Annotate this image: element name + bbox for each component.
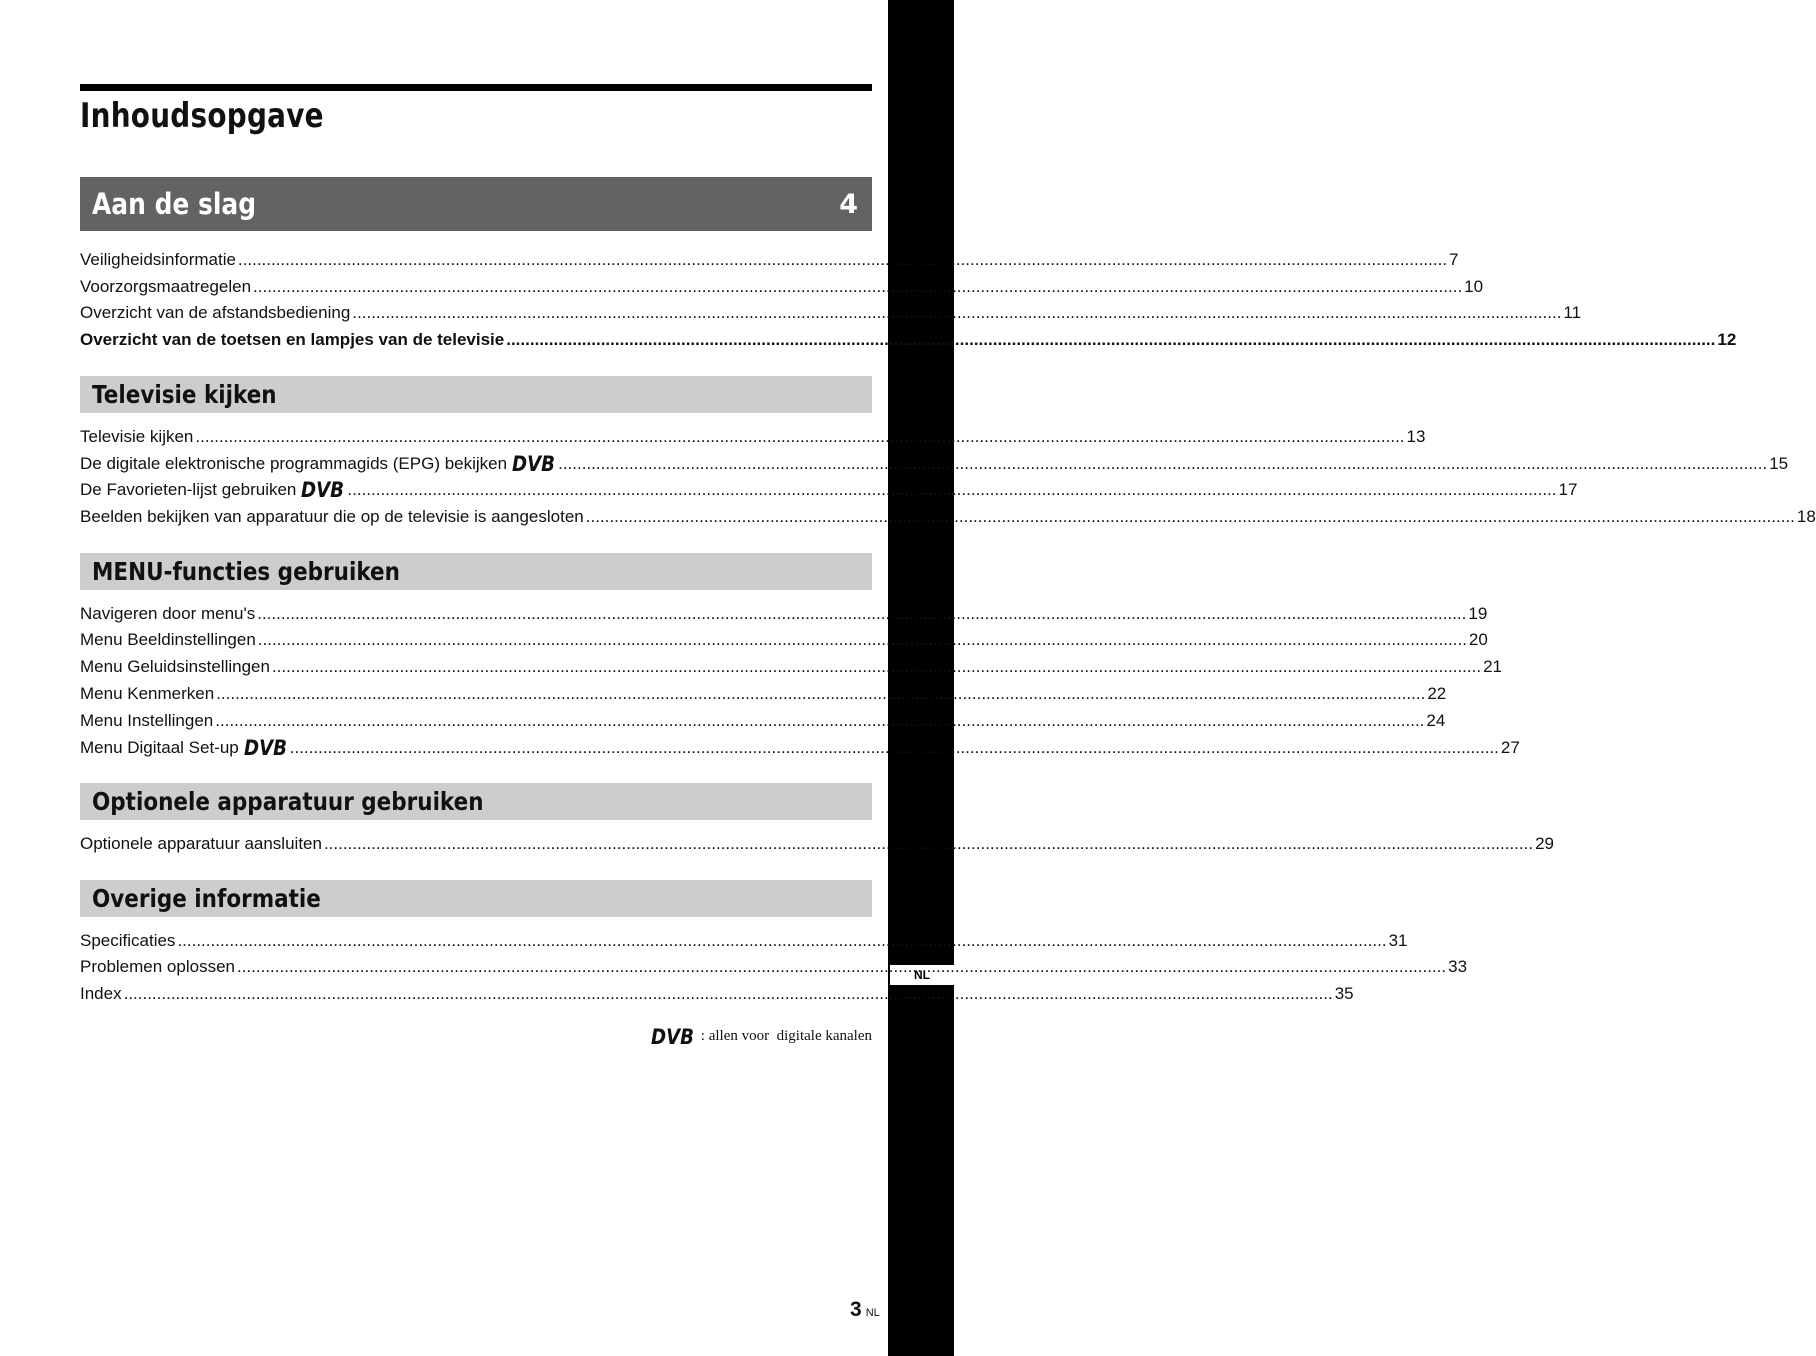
toc-label: Voorzorgsmaatregelen [80, 277, 252, 296]
svg-text:DVB: DVB [650, 1025, 694, 1049]
toc-label: Overzicht van de toetsen en lampjes van de televisie [80, 330, 505, 349]
section-header-optionele-apparatuur[interactable] [80, 783, 872, 820]
leader-dots [347, 480, 1556, 500]
section-header-menu-functies[interactable] [80, 553, 872, 590]
toc-page: 33 [1448, 957, 1468, 976]
section-title: Televisie kijken [92, 380, 277, 409]
leader-dots [290, 738, 1499, 758]
toc-entry-beeldinstellingen[interactable] [80, 628, 1488, 650]
section-title: MENU-functies gebruiken [92, 557, 400, 586]
toc-page: 12 [1717, 330, 1737, 349]
dvb-logo-icon [512, 452, 556, 476]
toc-entry-toetsen-lampjes[interactable] [80, 328, 1737, 350]
dvb-logo-icon [301, 478, 345, 502]
toc-entry-kenmerken[interactable] [80, 682, 1447, 704]
toc-label: Menu Kenmerken [80, 684, 215, 703]
legend-text: : allen voor digitale kanalen [700, 1028, 872, 1044]
toc-page: 19 [1468, 604, 1488, 623]
toc-entry-favorieten[interactable] [80, 478, 1578, 502]
page-number-suffix: NL [865, 1307, 880, 1319]
toc-page: 35 [1334, 984, 1354, 1003]
toc-page: 24 [1426, 711, 1446, 730]
leader-dots [237, 957, 1446, 977]
toc-entry-televisie-kijken[interactable] [80, 425, 1426, 447]
leader-dots [352, 303, 1561, 323]
toc-entry-geluidsinstellingen[interactable] [80, 655, 1502, 677]
toc-page: 11 [1563, 303, 1582, 322]
leader-dots [216, 684, 1425, 704]
toc-label: De digitale elektronische programmagids (EPG) bekijken [80, 454, 508, 473]
toc-entry-specificaties[interactable] [80, 929, 1408, 951]
toc-page: 15 [1769, 454, 1789, 473]
toc-page: 10 [1464, 277, 1484, 296]
toc-page: 7 [1449, 250, 1459, 269]
section-header-overige-informatie[interactable] [80, 880, 872, 917]
toc-entry-afstandsbediening[interactable] [80, 301, 1582, 323]
leader-dots [215, 711, 1424, 731]
leader-dots [124, 984, 1333, 1004]
leader-dots [257, 604, 1466, 624]
toc-label: Problemen oplossen [80, 957, 235, 976]
section-header-televisie-kijken[interactable] [80, 376, 872, 413]
toc-label: Menu Beeldinstellingen [80, 630, 256, 649]
leader-dots [253, 277, 1462, 297]
svg-text:DVB: DVB [301, 478, 345, 502]
leader-dots [324, 834, 1533, 854]
toc-page: 29 [1535, 834, 1554, 853]
toc-page: 20 [1468, 630, 1488, 649]
toc-entry-veiligheidsinformatie[interactable] [80, 248, 1459, 270]
toc-entry-navigeren[interactable] [80, 602, 1488, 624]
toc-entry-aansluiten[interactable] [80, 832, 1554, 854]
leader-dots [195, 427, 1404, 447]
leader-dots [558, 454, 1767, 474]
leader-dots [506, 330, 1715, 350]
toc-page: 13 [1406, 427, 1426, 446]
toc-page: 18 [1796, 507, 1816, 526]
toc-label: Televisie kijken [80, 427, 194, 446]
page-number [850, 1298, 880, 1322]
toc-entry-beelden-apparatuur[interactable] [80, 505, 1816, 527]
toc-entry-voorzorgsmaatregelen[interactable] [80, 275, 1484, 297]
toc-entry-digitaal-setup[interactable] [80, 736, 1520, 760]
title-rule [80, 84, 872, 91]
leader-dots [586, 507, 1795, 527]
toc-entry-index[interactable] [80, 982, 1354, 1004]
toc-label: Menu Instellingen [80, 711, 214, 730]
language-tab: NL [890, 965, 954, 985]
svg-text:DVB: DVB [512, 452, 556, 476]
toc-page: 21 [1483, 657, 1502, 676]
toc-label: Optionele apparatuur aansluiten [80, 834, 322, 853]
section-title: Optionele apparatuur gebruiken [92, 787, 484, 816]
page-title: Inhoudsopgave [80, 96, 324, 136]
toc-label: Menu Digitaal Set-up [80, 738, 239, 757]
leader-dots [258, 630, 1467, 650]
toc-page: 27 [1500, 738, 1520, 757]
toc-label: De Favorieten-lijst gebruiken [80, 480, 297, 499]
toc-label: Index [80, 984, 122, 1003]
section-page: 4 [839, 188, 858, 220]
toc-label: Specificaties [80, 931, 176, 950]
toc-label: Veiligheidsinformatie [80, 250, 236, 269]
dvb-logo-icon [243, 736, 288, 760]
toc-label: Beelden bekijken van apparatuur die op de televisie is aangesloten [80, 507, 584, 526]
dvb-legend [646, 1026, 872, 1047]
svg-text:DVB: DVB [243, 736, 287, 760]
toc-page: 17 [1558, 480, 1578, 499]
leader-dots [177, 931, 1386, 951]
toc-label: Navigeren door menu's [80, 604, 256, 623]
toc-label: Overzicht van de afstandsbediening [80, 303, 351, 322]
dvb-logo-icon [650, 1025, 695, 1049]
toc-entry-epg[interactable] [80, 452, 1789, 476]
toc-page: 22 [1427, 684, 1447, 703]
section-header-aan-de-slag[interactable] [80, 177, 872, 231]
section-title: Aan de slag [92, 187, 257, 221]
side-bar [888, 0, 954, 1356]
leader-dots [272, 657, 1481, 677]
leader-dots [238, 250, 1447, 270]
toc-entry-instellingen[interactable] [80, 709, 1446, 731]
page-number-value: 3 [850, 1298, 862, 1321]
section-title: Overige informatie [92, 884, 321, 913]
toc-label: Menu Geluidsinstellingen [80, 657, 270, 676]
toc-page: 31 [1388, 931, 1408, 950]
